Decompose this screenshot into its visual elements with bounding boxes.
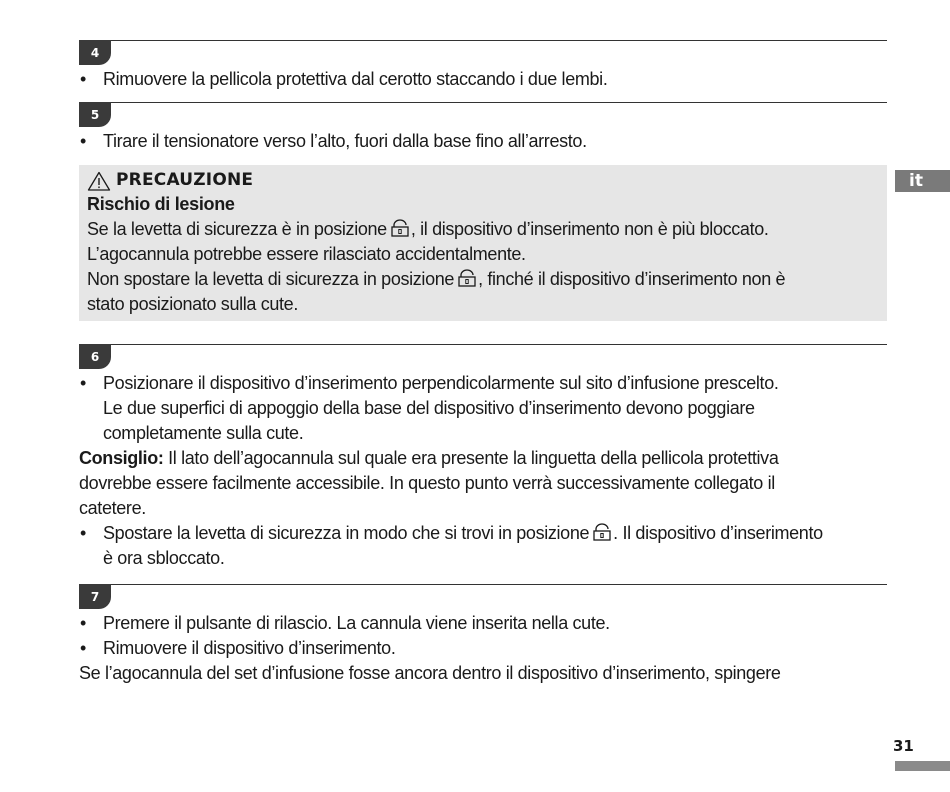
list-item-text: Spostare la levetta di sicurezza in modo che si trovi in posizione <box>103 523 590 543</box>
list-item-text: è ora sbloccato. <box>103 548 225 568</box>
unlocked-padlock-icon <box>390 219 410 237</box>
step-badge: 5 <box>79 102 111 127</box>
step-6-list-2 <box>79 521 887 571</box>
tip-text: dovrebbe essere facilmente accessibile. In questo punto verrà successivamente collegato il <box>79 473 775 493</box>
list-item-text: completamente sulla cute. <box>103 423 304 443</box>
caution-text: Se la levetta di sicurezza è in posizione <box>87 219 387 239</box>
step-7-list <box>79 611 887 661</box>
tip-label: Consiglio: <box>79 448 164 468</box>
unlocked-padlock-icon <box>457 269 477 287</box>
caution-line-2: L’agocannula potrebbe essere rilasciato accidentalmente. <box>87 244 526 264</box>
list-item-text: Le due superfici di appoggio della base del dispositivo d’inserimento devono poggiare <box>103 398 755 418</box>
caution-text: , finché il dispositivo d’inserimento non è <box>478 269 786 289</box>
caution-text: Non spostare la levetta di sicurezza in posizione <box>87 269 455 289</box>
step-4-list <box>79 67 887 92</box>
language-tab: it <box>895 170 950 192</box>
caution-box <box>79 165 887 321</box>
caution-heading <box>87 169 879 192</box>
list-item <box>79 521 887 571</box>
tip-text: catetere. <box>79 498 146 518</box>
page-number: 31 <box>893 737 914 755</box>
list-item: • Premere il pulsante di rilascio. La cannula viene inserita nella cute. <box>79 611 887 636</box>
step-5-header <box>79 102 887 129</box>
caution-line-3 <box>87 267 879 292</box>
caution-subtitle: Rischio di lesione <box>87 194 235 214</box>
step-6-header <box>79 344 887 371</box>
step-6-list <box>79 371 887 446</box>
step-4-header <box>79 40 887 67</box>
caution-line-4: stato posizionato sulla cute. <box>87 294 298 314</box>
step-7-paragraph: Se l’agocannula del set d’infusione fosse ancora dentro il dispositivo d’inserimento, spingere <box>79 663 781 683</box>
step-7-header <box>79 584 887 611</box>
tip-text: Il lato dell’agocannula sul quale era presente la linguetta della pellicola protettiva <box>163 448 779 468</box>
caution-text: , il dispositivo d’inserimento non è più bloccato. <box>410 219 769 239</box>
list-item <box>79 371 887 446</box>
step-badge: 7 <box>79 584 111 609</box>
list-item: • Rimuovere il dispositivo d’inserimento. <box>79 636 887 661</box>
step-badge: 4 <box>79 40 111 65</box>
step-badge: 6 <box>79 344 111 369</box>
unlocked-padlock-icon <box>592 523 612 541</box>
page-footer-bar <box>895 761 950 771</box>
list-item-text: Posizionare il dispositivo d’inserimento perpendicolarmente sul sito d’infusione prescelto. <box>103 373 779 393</box>
step-5-list <box>79 129 887 154</box>
document-body <box>79 40 887 686</box>
caution-title: PRECAUZIONE <box>116 170 254 190</box>
warning-triangle-icon <box>87 171 111 191</box>
caution-line-1 <box>87 217 879 242</box>
tip-paragraph <box>79 446 887 521</box>
list-item-text: . Il dispositivo d’inserimento <box>613 523 823 543</box>
list-item: • Tirare il tensionatore verso l’alto, fuori dalla base fino all’arresto. <box>79 129 887 154</box>
list-item: • Rimuovere la pellicola protettiva dal cerotto staccando i due lembi. <box>79 67 887 92</box>
